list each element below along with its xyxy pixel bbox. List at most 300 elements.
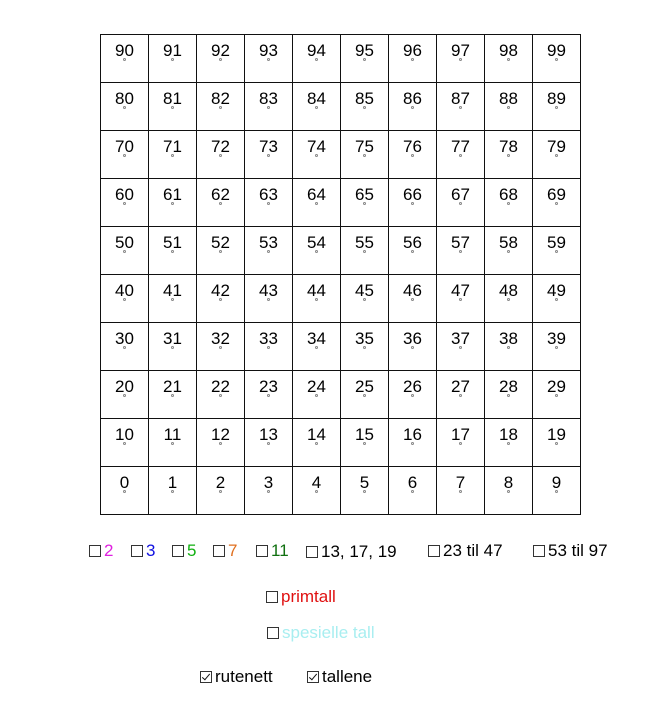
cell-dot [123, 202, 126, 205]
cell-dot [171, 250, 174, 253]
cell-number: 93 [259, 41, 278, 60]
grid-cell[interactable] [293, 323, 341, 371]
grid-cell[interactable] [341, 275, 389, 323]
cell-dot [267, 442, 270, 445]
filter-2[interactable] [89, 541, 113, 561]
checkbox-53-til-97[interactable] [533, 545, 545, 557]
cell-number: 97 [451, 41, 470, 60]
grid-cell[interactable] [245, 371, 293, 419]
cell-dot [219, 442, 222, 445]
cell-dot [315, 58, 318, 61]
grid-cell[interactable] [293, 131, 341, 179]
grid-cell[interactable] [533, 131, 581, 179]
cell-dot [267, 394, 270, 397]
cell-number: 34 [307, 329, 326, 348]
cell-number: 13 [259, 425, 278, 444]
filter-7-label: 7 [228, 541, 238, 560]
cell-number: 94 [307, 41, 326, 60]
cell-dot [411, 58, 414, 61]
cell-dot [315, 250, 318, 253]
grid-cell[interactable] [341, 179, 389, 227]
cell-number: 89 [547, 89, 566, 108]
cell-dot [555, 202, 558, 205]
grid-cell[interactable] [389, 371, 437, 419]
cell-dot [315, 298, 318, 301]
cell-dot [123, 250, 126, 253]
filter-23-til-47-label: 23 til 47 [443, 541, 503, 560]
cell-dot [555, 490, 558, 493]
cell-number: 83 [259, 89, 278, 108]
cell-number: 45 [355, 281, 374, 300]
grid-cell[interactable] [245, 83, 293, 131]
cell-dot [507, 202, 510, 205]
cell-dot [267, 58, 270, 61]
grid-cell[interactable] [245, 179, 293, 227]
cell-dot [219, 490, 222, 493]
cell-dot [411, 298, 414, 301]
grid-cell[interactable] [485, 35, 533, 83]
cell-dot [219, 250, 222, 253]
grid-cell[interactable] [389, 323, 437, 371]
cell-dot [363, 442, 366, 445]
option-tallene[interactable] [307, 667, 372, 687]
cell-dot [555, 250, 558, 253]
cell-dot [267, 202, 270, 205]
cell-number: 27 [451, 377, 470, 396]
filter-11[interactable] [256, 541, 289, 561]
cell-dot [555, 154, 558, 157]
grid-cell[interactable] [149, 419, 197, 467]
grid-cell[interactable] [437, 227, 485, 275]
cell-number: 38 [499, 329, 518, 348]
cell-number: 28 [499, 377, 518, 396]
grid-cell[interactable] [341, 419, 389, 467]
cell-dot [555, 106, 558, 109]
grid-cell[interactable] [293, 275, 341, 323]
grid-cell[interactable] [389, 275, 437, 323]
cell-dot [459, 394, 462, 397]
cell-dot [459, 250, 462, 253]
cell-dot [171, 202, 174, 205]
cell-dot [555, 298, 558, 301]
grid-cell[interactable] [389, 83, 437, 131]
grid-cell[interactable] [437, 419, 485, 467]
cell-dot [555, 58, 558, 61]
cell-dot [267, 154, 270, 157]
grid-cell[interactable] [197, 83, 245, 131]
grid-cell[interactable] [341, 371, 389, 419]
grid-cell[interactable] [389, 419, 437, 467]
cell-dot [315, 106, 318, 109]
cell-number: 46 [403, 281, 422, 300]
checkbox-11[interactable] [256, 545, 268, 557]
checkbox-13-17-19[interactable] [306, 546, 318, 558]
grid-cell[interactable] [293, 179, 341, 227]
cell-number: 52 [211, 233, 230, 252]
cell-number: 69 [547, 185, 566, 204]
cell-number: 67 [451, 185, 470, 204]
cell-dot [315, 442, 318, 445]
cell-dot [363, 106, 366, 109]
grid-cell[interactable] [533, 83, 581, 131]
cell-number: 56 [403, 233, 422, 252]
cell-number: 7 [455, 473, 466, 492]
cell-dot [267, 346, 270, 349]
cell-number: 79 [547, 137, 566, 156]
option-spesielle-tall[interactable] [267, 623, 375, 643]
cell-number: 33 [259, 329, 278, 348]
primtall-label: primtall [281, 587, 336, 606]
grid-cell[interactable] [101, 323, 149, 371]
grid-cell[interactable] [293, 227, 341, 275]
cell-dot [507, 154, 510, 157]
cell-number: 82 [211, 89, 230, 108]
cell-dot [411, 154, 414, 157]
cell-dot [123, 346, 126, 349]
cell-dot [171, 58, 174, 61]
cell-dot [507, 58, 510, 61]
cell-number: 44 [307, 281, 326, 300]
cell-dot [507, 394, 510, 397]
cell-dot [363, 490, 366, 493]
cell-number: 4 [311, 473, 322, 492]
cell-dot [507, 250, 510, 253]
grid-cell[interactable] [533, 371, 581, 419]
cell-dot [171, 490, 174, 493]
cell-number: 40 [115, 281, 134, 300]
cell-number: 5 [359, 473, 370, 492]
filter-5-label: 5 [187, 541, 197, 560]
grid-cell[interactable] [293, 419, 341, 467]
grid-cell[interactable] [101, 227, 149, 275]
cell-number: 76 [403, 137, 422, 156]
cell-dot [411, 442, 414, 445]
filter-5[interactable] [172, 541, 196, 561]
cell-dot [267, 298, 270, 301]
filter-7[interactable] [213, 541, 237, 561]
cell-number: 73 [259, 137, 278, 156]
grid-cell[interactable] [149, 371, 197, 419]
grid-cell[interactable] [485, 179, 533, 227]
grid-cell[interactable] [389, 467, 437, 515]
grid-cell[interactable] [533, 275, 581, 323]
cell-dot [411, 490, 414, 493]
cell-dot [459, 346, 462, 349]
grid-cell[interactable] [197, 131, 245, 179]
grid-cell[interactable] [485, 371, 533, 419]
grid-cell[interactable] [245, 275, 293, 323]
grid-cell[interactable] [101, 275, 149, 323]
option-primtall[interactable] [266, 587, 336, 607]
cell-number: 17 [451, 425, 470, 444]
grid-cell[interactable] [149, 131, 197, 179]
grid-cell[interactable] [341, 227, 389, 275]
cell-dot [459, 154, 462, 157]
cell-number: 85 [355, 89, 374, 108]
checkbox-23-til-47[interactable] [428, 545, 440, 557]
grid-cell[interactable] [149, 467, 197, 515]
cell-number: 86 [403, 89, 422, 108]
cell-dot [507, 106, 510, 109]
grid-cell[interactable] [437, 179, 485, 227]
cell-number: 65 [355, 185, 374, 204]
grid-cell[interactable] [341, 35, 389, 83]
grid-cell[interactable] [437, 83, 485, 131]
grid-cell[interactable] [437, 131, 485, 179]
grid-cell[interactable] [485, 419, 533, 467]
cell-number: 71 [163, 137, 182, 156]
cell-dot [267, 106, 270, 109]
filter-3[interactable] [131, 541, 155, 561]
checkbox-tallene[interactable] [307, 671, 319, 683]
grid-cell[interactable] [149, 83, 197, 131]
cell-dot [123, 58, 126, 61]
cell-number: 18 [499, 425, 518, 444]
cell-number: 53 [259, 233, 278, 252]
cell-number: 22 [211, 377, 230, 396]
grid-cell[interactable] [149, 275, 197, 323]
grid-cell[interactable] [485, 275, 533, 323]
cell-number: 39 [547, 329, 566, 348]
cell-dot [219, 346, 222, 349]
grid-cell[interactable] [533, 227, 581, 275]
cell-number: 63 [259, 185, 278, 204]
cell-number: 66 [403, 185, 422, 204]
cell-dot [555, 346, 558, 349]
grid-cell[interactable] [197, 467, 245, 515]
cell-number: 75 [355, 137, 374, 156]
cell-number: 21 [163, 377, 182, 396]
grid-cell[interactable] [149, 35, 197, 83]
cell-number: 77 [451, 137, 470, 156]
cell-number: 80 [115, 89, 134, 108]
cell-number: 35 [355, 329, 374, 348]
cell-number: 2 [215, 473, 226, 492]
cell-number: 8 [503, 473, 514, 492]
filter-2-label: 2 [104, 541, 114, 560]
cell-number: 23 [259, 377, 278, 396]
cell-number: 54 [307, 233, 326, 252]
grid-cell[interactable] [389, 35, 437, 83]
cell-number: 32 [211, 329, 230, 348]
cell-number: 57 [451, 233, 470, 252]
grid-cell[interactable] [485, 131, 533, 179]
cell-dot [171, 298, 174, 301]
grid-cell[interactable] [293, 83, 341, 131]
grid-cell[interactable] [533, 35, 581, 83]
cell-dot [171, 154, 174, 157]
cell-number: 19 [547, 425, 566, 444]
grid-cell[interactable] [341, 467, 389, 515]
cell-dot [363, 202, 366, 205]
grid-cell[interactable] [245, 419, 293, 467]
cell-number: 48 [499, 281, 518, 300]
grid-cell[interactable] [533, 467, 581, 515]
grid-cell[interactable] [533, 179, 581, 227]
cell-number: 98 [499, 41, 518, 60]
grid-cell[interactable] [485, 83, 533, 131]
grid-cell[interactable] [533, 419, 581, 467]
cell-dot [459, 58, 462, 61]
grid-cell[interactable] [101, 467, 149, 515]
cell-dot [459, 106, 462, 109]
grid-cell[interactable] [197, 275, 245, 323]
grid-cell[interactable] [341, 131, 389, 179]
grid-cell[interactable] [101, 419, 149, 467]
grid-cell[interactable] [245, 35, 293, 83]
cell-number: 31 [163, 329, 182, 348]
grid-cell[interactable] [149, 227, 197, 275]
grid-cell[interactable] [389, 131, 437, 179]
cell-dot [363, 394, 366, 397]
cell-dot [363, 298, 366, 301]
cell-number: 68 [499, 185, 518, 204]
cell-dot [123, 154, 126, 157]
cell-number: 87 [451, 89, 470, 108]
grid-cell[interactable] [533, 323, 581, 371]
filter-13-17-19-label: 13, 17, 19 [321, 542, 397, 561]
cell-number: 43 [259, 281, 278, 300]
cell-number: 74 [307, 137, 326, 156]
cell-dot [219, 394, 222, 397]
cell-number: 20 [115, 377, 134, 396]
grid-cell[interactable] [197, 35, 245, 83]
checkbox-spesielle-tall[interactable] [267, 627, 279, 639]
grid-cell[interactable] [437, 371, 485, 419]
grid-cell[interactable] [389, 179, 437, 227]
grid-cell[interactable] [101, 179, 149, 227]
grid-cell[interactable] [293, 35, 341, 83]
grid-cell[interactable] [437, 323, 485, 371]
cell-number: 25 [355, 377, 374, 396]
cell-number: 96 [403, 41, 422, 60]
cell-dot [219, 202, 222, 205]
filter-53-til-97-label: 53 til 97 [548, 541, 608, 560]
filter-13-17-19[interactable] [306, 542, 397, 562]
grid-cell[interactable] [341, 323, 389, 371]
cell-number: 59 [547, 233, 566, 252]
cell-number: 95 [355, 41, 374, 60]
grid-cell[interactable] [245, 227, 293, 275]
grid-cell[interactable] [437, 35, 485, 83]
cell-number: 42 [211, 281, 230, 300]
cell-dot [171, 346, 174, 349]
grid-cell[interactable] [101, 83, 149, 131]
filter-11-label: 11 [271, 541, 289, 560]
cell-number: 3 [263, 473, 274, 492]
cell-number: 84 [307, 89, 326, 108]
cell-number: 9 [551, 473, 562, 492]
cell-dot [171, 106, 174, 109]
cell-dot [123, 394, 126, 397]
cell-dot [363, 250, 366, 253]
grid-cell[interactable] [245, 131, 293, 179]
grid-cell[interactable] [341, 83, 389, 131]
grid-cell[interactable] [149, 323, 197, 371]
cell-number: 90 [115, 41, 134, 60]
cell-number: 15 [355, 425, 374, 444]
cell-dot [123, 298, 126, 301]
cell-number: 60 [115, 185, 134, 204]
checkbox-7[interactable] [213, 545, 225, 557]
filter-23-til-47[interactable] [428, 541, 503, 561]
cell-number: 16 [403, 425, 422, 444]
cell-dot [363, 154, 366, 157]
grid-cell[interactable] [101, 131, 149, 179]
grid-cell[interactable] [197, 323, 245, 371]
checkbox-2[interactable] [89, 545, 101, 557]
cell-number: 24 [307, 377, 326, 396]
cell-dot [459, 202, 462, 205]
cell-number: 12 [211, 425, 230, 444]
grid-cell[interactable] [437, 467, 485, 515]
cell-dot [459, 442, 462, 445]
grid-cell[interactable] [149, 179, 197, 227]
cell-dot [507, 346, 510, 349]
cell-number: 0 [119, 473, 130, 492]
cell-number: 88 [499, 89, 518, 108]
checkbox-primtall[interactable] [266, 591, 278, 603]
cell-dot [171, 394, 174, 397]
grid-cell[interactable] [293, 467, 341, 515]
grid-cell[interactable] [197, 179, 245, 227]
checkbox-5[interactable] [172, 545, 184, 557]
grid-cell[interactable] [101, 35, 149, 83]
cell-number: 30 [115, 329, 134, 348]
cell-number: 62 [211, 185, 230, 204]
cell-dot [123, 490, 126, 493]
cell-number: 70 [115, 137, 134, 156]
cell-dot [459, 490, 462, 493]
grid-cell[interactable] [197, 419, 245, 467]
grid-cell[interactable] [485, 227, 533, 275]
cell-number: 99 [547, 41, 566, 60]
cell-dot [219, 58, 222, 61]
cell-number: 41 [163, 281, 182, 300]
cell-dot [411, 346, 414, 349]
grid-cell[interactable] [101, 371, 149, 419]
cell-dot [507, 490, 510, 493]
cell-dot [219, 154, 222, 157]
cell-number: 36 [403, 329, 422, 348]
checkbox-3[interactable] [131, 545, 143, 557]
grid-cell[interactable] [485, 323, 533, 371]
grid-cell[interactable] [389, 227, 437, 275]
option-rutenett[interactable] [200, 667, 273, 687]
grid-cell[interactable] [245, 467, 293, 515]
filter-53-til-97[interactable] [533, 541, 608, 561]
checkbox-rutenett[interactable] [200, 671, 212, 683]
cell-number: 10 [115, 425, 134, 444]
cell-dot [555, 442, 558, 445]
cell-number: 61 [163, 185, 182, 204]
grid-cell[interactable] [197, 371, 245, 419]
grid-cell[interactable] [485, 467, 533, 515]
grid-cell[interactable] [197, 227, 245, 275]
cell-dot [315, 202, 318, 205]
cell-number: 14 [307, 425, 326, 444]
spesielle-tall-label: spesielle tall [282, 623, 375, 642]
cell-number: 49 [547, 281, 566, 300]
cell-number: 6 [407, 473, 418, 492]
cell-dot [363, 346, 366, 349]
cell-dot [363, 58, 366, 61]
cell-number: 50 [115, 233, 134, 252]
grid-cell[interactable] [437, 275, 485, 323]
grid-cell[interactable] [245, 323, 293, 371]
grid-cell[interactable] [293, 371, 341, 419]
cell-dot [507, 442, 510, 445]
